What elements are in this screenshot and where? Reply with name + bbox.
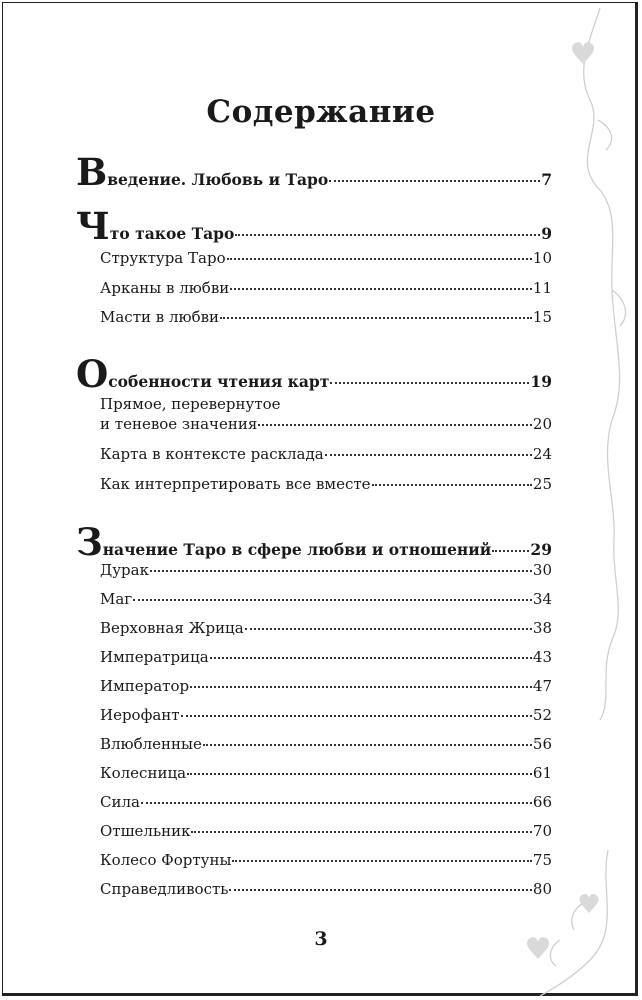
toc-item[interactable] — [100, 415, 552, 439]
leader-dots — [372, 484, 532, 486]
item-title: Императрица — [100, 648, 209, 666]
toc-item[interactable] — [100, 735, 552, 759]
leader-dots — [203, 744, 532, 746]
leader-dots — [232, 860, 532, 862]
leader-dots — [220, 317, 532, 319]
item-title: Арканы в любви — [100, 279, 230, 297]
leader-dots — [245, 628, 532, 630]
page-ref: 66 — [532, 793, 552, 811]
toc-item[interactable] — [100, 822, 552, 846]
page-ref: 70 — [532, 822, 552, 840]
leader-dots — [329, 180, 540, 182]
drop-cap: О — [76, 352, 109, 396]
page-ref: 10 — [532, 249, 552, 267]
leader-dots — [230, 288, 532, 290]
page-ref: 80 — [532, 880, 552, 898]
page-ref: 47 — [532, 677, 552, 695]
section-title: начение Таро в сфере любви и отношений — [102, 540, 492, 559]
toc-item[interactable] — [100, 590, 552, 614]
toc-item[interactable] — [100, 308, 552, 332]
leader-dots — [190, 686, 532, 688]
leader-dots — [150, 570, 532, 572]
toc-item[interactable] — [100, 793, 552, 817]
drop-cap: З — [76, 520, 103, 564]
item-title: Сила — [100, 793, 140, 811]
leader-dots — [325, 454, 532, 456]
leader-dots — [210, 657, 532, 659]
item-title: Император — [100, 677, 190, 695]
toc-item[interactable] — [100, 445, 552, 469]
section-title: то такое Таро — [109, 224, 235, 243]
page-title: Содержание — [206, 94, 436, 130]
section-title: собенности чтения карт — [108, 372, 330, 391]
leader-dots — [258, 424, 532, 426]
item-title: Дурак — [100, 561, 149, 579]
page-ref: 19 — [530, 372, 552, 391]
item-title: Структура Таро — [100, 249, 226, 267]
item-title: Карта в контексте расклада — [100, 445, 324, 463]
toc-item[interactable] — [100, 706, 552, 730]
leader-dots — [492, 550, 529, 552]
leader-dots — [187, 773, 532, 775]
drop-cap: Ч — [76, 204, 110, 248]
leader-dots — [191, 831, 531, 833]
page-ref: 9 — [541, 224, 552, 243]
item-title: Масти в любви — [100, 308, 220, 326]
page-ref: 30 — [532, 561, 552, 579]
toc-item[interactable] — [100, 880, 552, 904]
toc-item[interactable] — [100, 561, 552, 585]
toc-item[interactable] — [100, 279, 552, 303]
page-ref: 38 — [532, 619, 552, 637]
page-ref: 29 — [530, 540, 552, 559]
item-title: Иерофант — [100, 706, 180, 724]
item-title: Маг — [100, 590, 133, 608]
leader-dots — [227, 258, 532, 260]
page-ref: 43 — [532, 648, 552, 666]
toc-item[interactable] — [100, 475, 552, 499]
item-title: Верховная Жрица — [100, 619, 244, 637]
page-ref: 52 — [532, 706, 552, 724]
toc-item[interactable] — [100, 764, 552, 788]
leader-dots — [235, 234, 540, 236]
page-ref: 11 — [532, 279, 552, 297]
item-title: Колесо Фортуны — [100, 851, 232, 869]
toc-item[interactable] — [100, 249, 552, 273]
drop-cap: В — [76, 150, 108, 194]
leader-dots — [141, 802, 532, 804]
page-ref: 15 — [532, 308, 552, 326]
toc-section-introduction[interactable] — [76, 150, 552, 194]
leader-dots — [181, 715, 532, 717]
toc-section-reading[interactable] — [76, 352, 552, 396]
page-ref: 34 — [532, 590, 552, 608]
page-number: 3 — [314, 928, 328, 950]
toc-section-meaning[interactable] — [76, 520, 552, 564]
page-ref: 61 — [532, 764, 552, 782]
toc-item[interactable] — [100, 619, 552, 643]
item-title: Колесница — [100, 764, 187, 782]
page-ref: 25 — [532, 475, 552, 493]
leader-dots — [133, 599, 532, 601]
item-title: Как интерпретировать все вместе — [100, 475, 371, 493]
toc-item[interactable] — [100, 648, 552, 672]
item-title: Отшельник — [100, 822, 191, 840]
toc-item[interactable] — [100, 677, 552, 701]
item-title: Справедливость — [100, 880, 229, 898]
item-title: Влюбленные — [100, 735, 202, 753]
leader-dots — [229, 889, 531, 891]
page-ref: 56 — [532, 735, 552, 753]
page-ref: 75 — [532, 851, 552, 869]
page-ref: 20 — [532, 415, 552, 433]
page-ref: 7 — [541, 170, 552, 189]
section-title: ведение. Любовь и Таро — [107, 170, 329, 189]
leader-dots — [330, 382, 529, 384]
item-title: и теневое значения — [100, 415, 258, 433]
page-ref: 24 — [532, 445, 552, 463]
item-title-first-line[interactable]: Прямое, перевернутое — [100, 395, 281, 413]
toc-item[interactable] — [100, 851, 552, 875]
toc-section-what-is-tarot[interactable] — [76, 204, 552, 248]
